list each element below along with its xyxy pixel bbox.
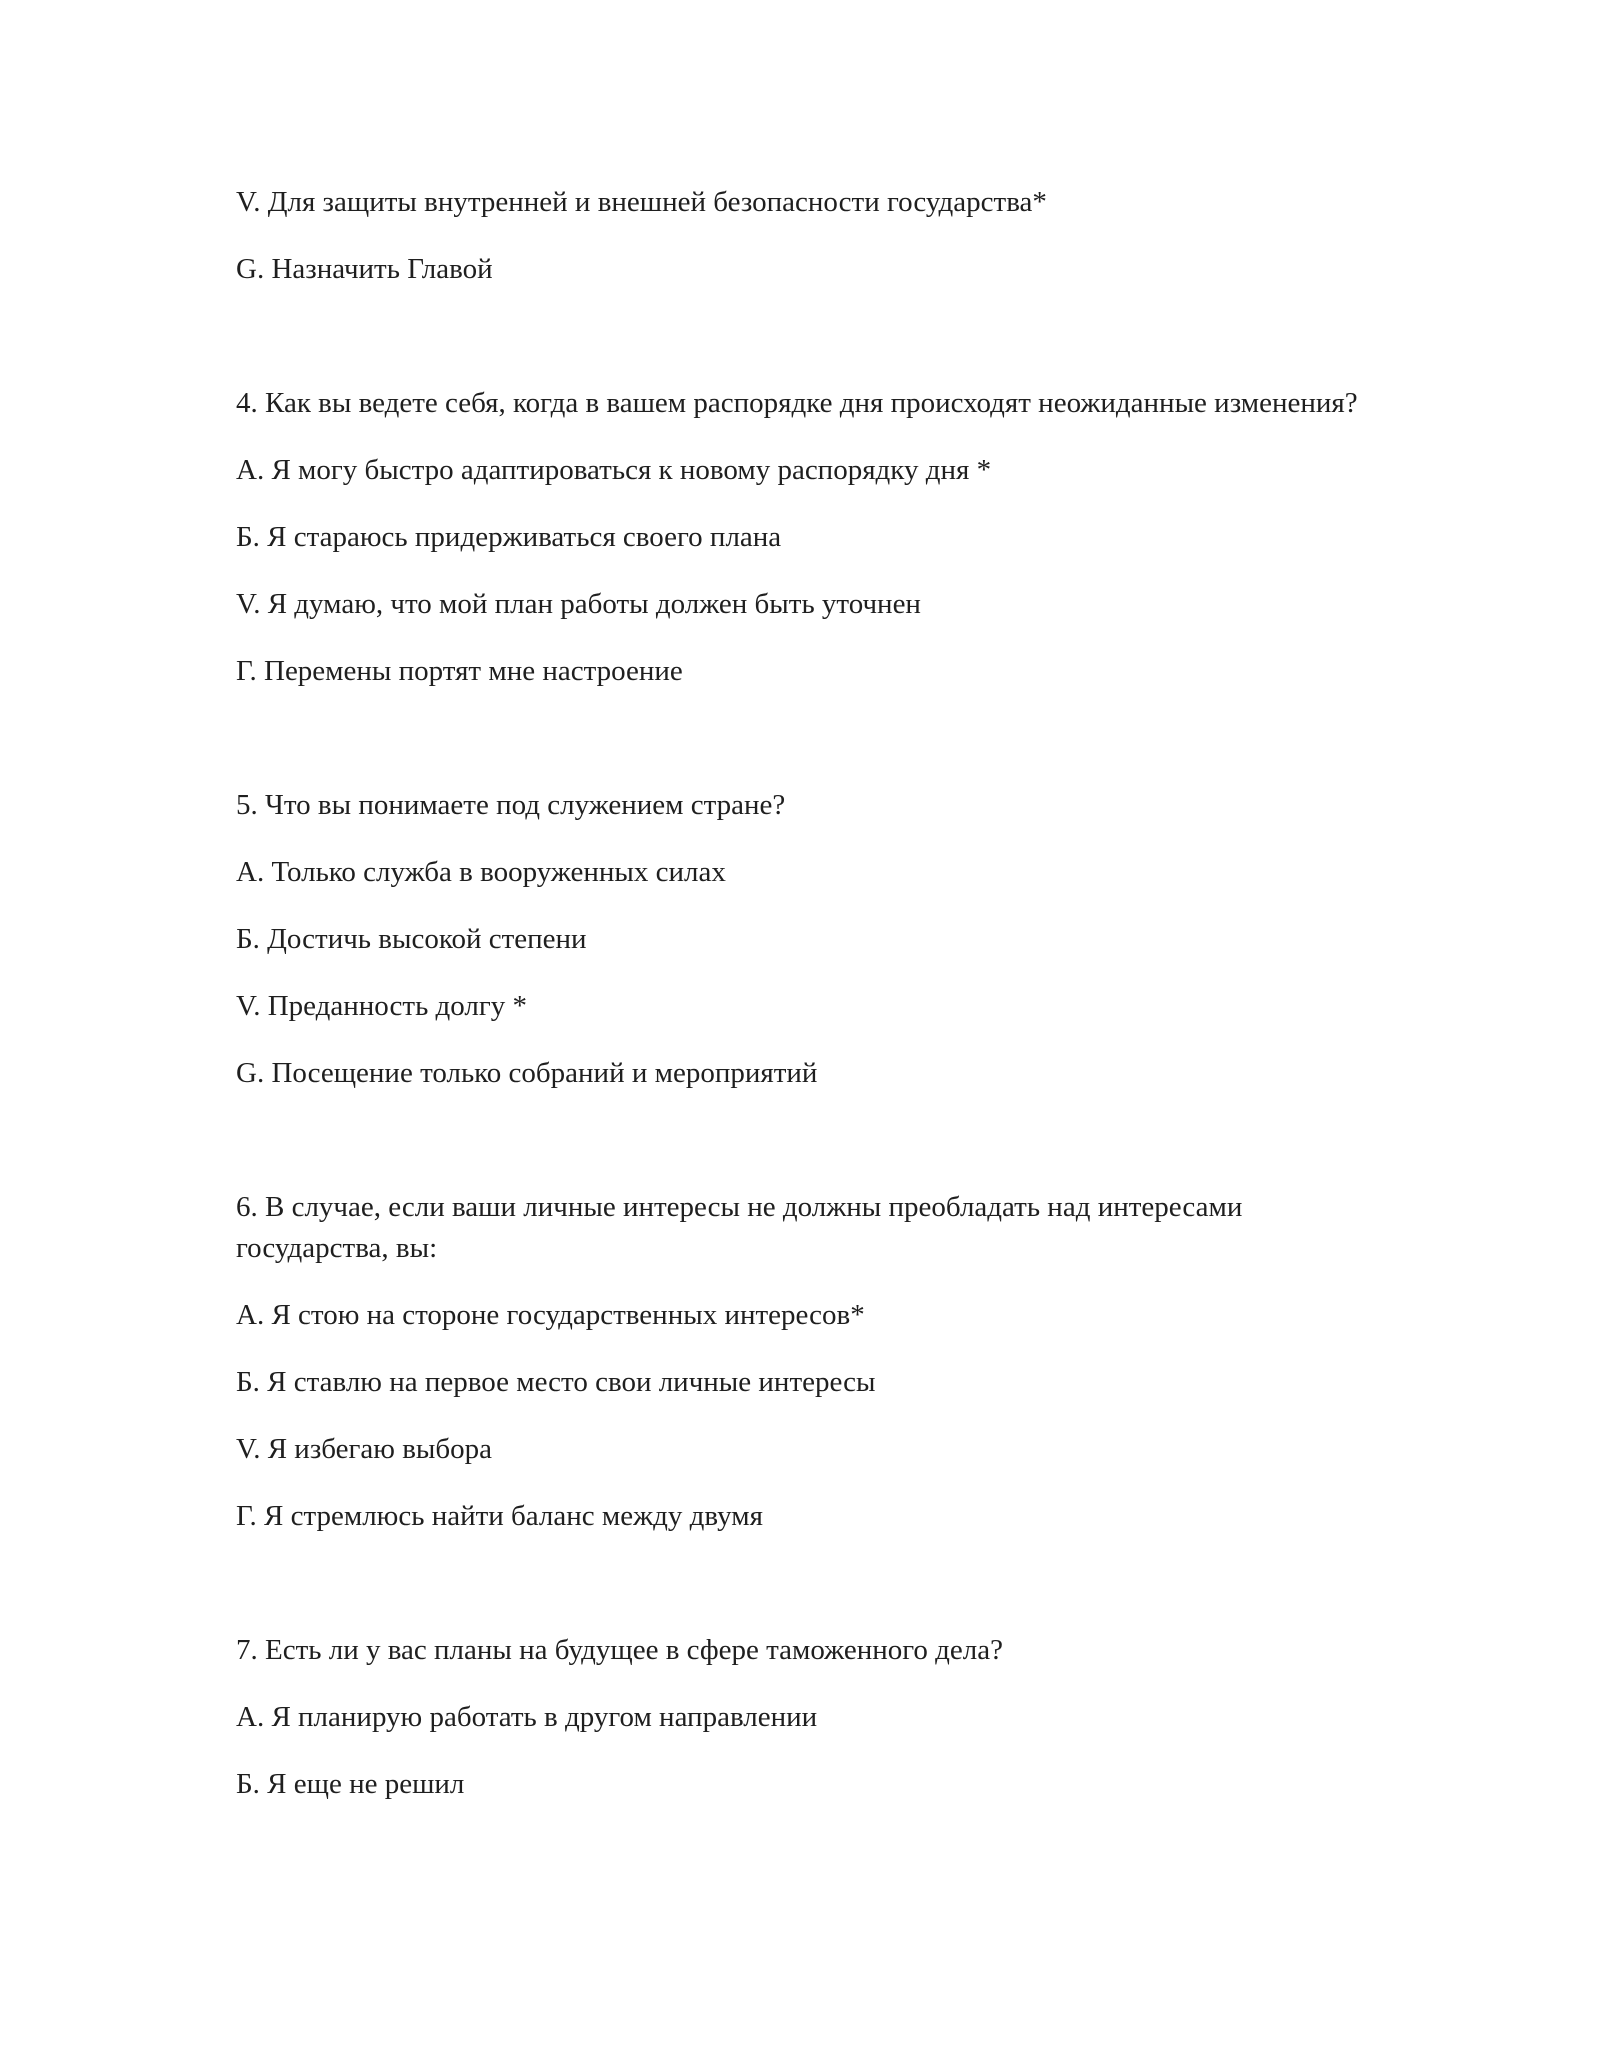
spacer [236, 718, 1366, 785]
answer-option: Б. Я еще не решил [236, 1768, 465, 1800]
answer-option: А. Я могу быстро адаптироваться к новому распорядку дня * [236, 454, 992, 486]
answer-option: А. Только служба в вооруженных силах [236, 856, 726, 888]
spacer [236, 1563, 1366, 1630]
answer-option: Г. Перемены портят мне настроение [236, 655, 683, 687]
answer-option: Г. Я стремлюсь найти баланс между двумя [236, 1500, 763, 1532]
answer-option: Б. Достичь высокой степени [236, 923, 587, 955]
spacer [236, 1120, 1366, 1187]
answer-option: V. Я думаю, что мой план работы должен быть уточнен [236, 588, 921, 620]
answer-option: А. Я стою на стороне государственных интересов* [236, 1299, 865, 1331]
answer-option: V. Для защиты внутренней и внешней безопасности государства* [236, 186, 1047, 218]
answer-option: G. Посещение только собраний и мероприятий [236, 1057, 818, 1089]
spacer [236, 316, 1366, 383]
answer-option: Б. Я ставлю на первое место свои личные интересы [236, 1366, 876, 1398]
answer-option: G. Назначить Главой [236, 253, 493, 285]
question-5: 5. Что вы понимаете под служением стране? [236, 789, 786, 821]
answer-option: А. Я планирую работать в другом направлении [236, 1701, 818, 1733]
question-4: 4. Как вы ведете себя, когда в вашем распорядке дня происходят неожиданные изменения? [236, 387, 1358, 419]
answer-option: V. Преданность долгу * [236, 990, 528, 1022]
document-body [236, 182, 1366, 1831]
answer-option: Б. Я стараюсь придерживаться своего плана [236, 521, 782, 553]
answer-option: V. Я избегаю выбора [236, 1433, 493, 1465]
question-6: 6. В случае, если ваши личные интересы не должны преобладать над интересами государства, вы: [236, 1191, 1243, 1264]
question-7: 7. Есть ли у вас планы на будущее в сфере таможенного дела? [236, 1634, 1003, 1666]
